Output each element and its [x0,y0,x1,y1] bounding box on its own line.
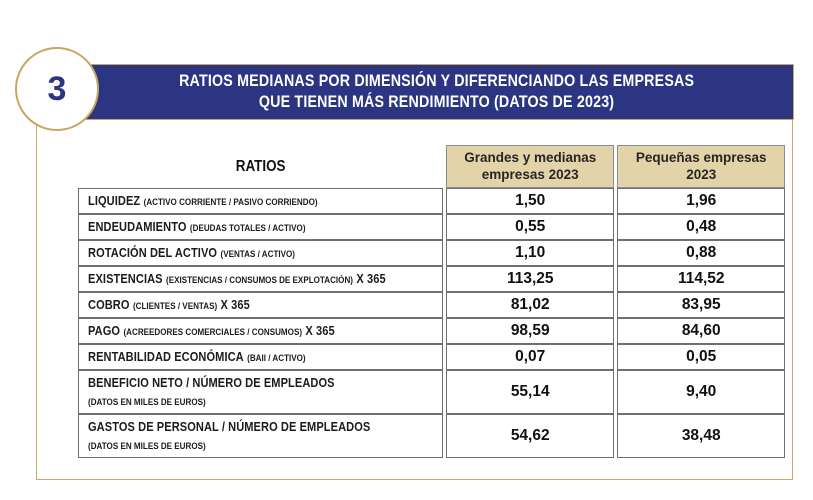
ratio-name: PAGO [88,323,121,338]
table-row [78,266,785,292]
value-pequenas: 1,96 [617,188,785,214]
ratio-formula: (DEUDAS TOTALES / ACTIVO) [189,223,306,234]
value-grandes: 0,07 [446,344,614,370]
value-grandes: 98,59 [446,318,614,344]
table-row [78,318,785,344]
ratios-table [75,145,788,458]
table-header-row [78,145,785,188]
table-row [78,292,785,318]
banner-title-line1: RATIOS MEDIANAS POR DIMENSIÓN Y DIFERENCIANDO LAS EMPRESAS [179,71,695,91]
value-pequenas: 83,95 [617,292,785,318]
value-grandes: 1,10 [446,240,614,266]
ratio-note: (DATOS EN MILES DE EUROS) [88,397,206,408]
ratio-name: ENDEUDAMIENTO [88,219,187,234]
ratio-name-cell [78,344,443,370]
ratio-name: BENEFICIO NETO / NÚMERO DE EMPLEADOS [88,375,335,390]
ratio-suffix: X 365 [356,271,386,286]
table-row [78,240,785,266]
ratio-name-cell [78,318,443,344]
table-row [78,414,785,458]
ratio-name-cell [78,292,443,318]
section-number-badge [15,47,99,131]
ratio-name: GASTOS DE PERSONAL / NÚMERO DE EMPLEADOS [88,419,371,434]
banner-title-line2: QUE TIENEN MÁS RENDIMIENTO (DATOS DE 2023) [259,92,615,111]
value-pequenas: 38,48 [617,414,785,458]
ratio-name: COBRO [88,297,130,312]
value-grandes: 113,25 [446,266,614,292]
ratio-name: ROTACIÓN DEL ACTIVO [88,245,218,260]
ratio-formula: (BAII / ACTIVO) [247,353,306,364]
value-pequenas: 84,60 [617,318,785,344]
value-grandes: 81,02 [446,292,614,318]
col-header-pequenas: Pequeñas empresas 2023 [617,145,785,188]
value-grandes: 0,55 [446,214,614,240]
table-row [78,344,785,370]
ratio-name-cell [78,214,443,240]
title-banner [80,64,794,120]
ratio-name: RENTABILIDAD ECONÓMICA [88,349,244,364]
value-pequenas: 0,05 [617,344,785,370]
ratio-suffix: X 365 [305,323,335,338]
ratio-name: EXISTENCIAS [88,271,163,286]
value-pequenas: 0,48 [617,214,785,240]
table-row [78,214,785,240]
ratio-name-cell [78,414,443,458]
table-row [78,370,785,414]
value-grandes: 1,50 [446,188,614,214]
ratio-name: LIQUIDEZ [88,193,141,208]
section-number: 3 [47,69,67,108]
value-pequenas: 114,52 [617,266,785,292]
ratio-note: (DATOS EN MILES DE EUROS) [88,441,206,452]
ratio-suffix: X 365 [220,297,250,312]
ratio-formula: (ACREEDORES COMERCIALES / CONSUMOS) [123,327,303,338]
ratio-formula: (ACTIVO CORRIENTE / PASIVO CORRIENDO) [143,197,318,208]
col-header-ratios-label: RATIOS [235,157,286,175]
table-row [78,188,785,214]
value-pequenas: 9,40 [617,370,785,414]
ratio-name-cell [78,370,443,414]
col-header-grandes: Grandes y medianas empresas 2023 [446,145,614,188]
ratio-formula: (VENTAS / ACTIVO) [220,249,295,260]
ratio-name-cell [78,240,443,266]
ratio-formula: (CLIENTES / VENTAS) [132,301,218,312]
value-pequenas: 0,88 [617,240,785,266]
ratio-name-cell [78,266,443,292]
value-grandes: 55,14 [446,370,614,414]
ratio-formula: (EXISTENCIAS / CONSUMOS DE EXPLOTACIÓN) [166,275,353,286]
ratio-name-cell [78,188,443,214]
col-header-ratios [78,145,443,188]
value-grandes: 54,62 [446,414,614,458]
ratios-table-body [78,188,785,458]
